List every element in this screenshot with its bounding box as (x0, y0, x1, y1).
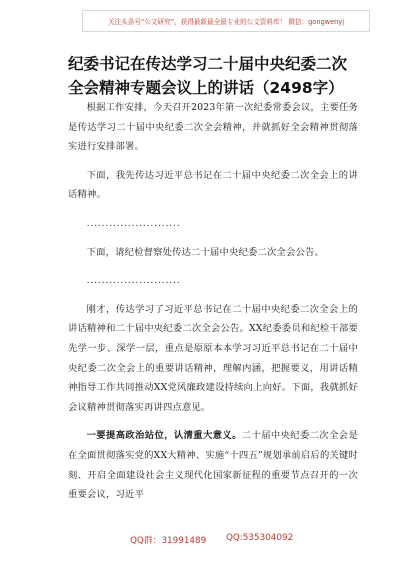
footer-qq-group: QQ群：31991489 (130, 536, 207, 546)
footer-qq-contact: QQ:535304092 (226, 533, 294, 543)
point-1-heading: 一要提高政治站位，认清重大意义。 (86, 430, 242, 442)
document-body (68, 98, 358, 505)
paragraph-convey-speech: 下面，我先传达习近平总书记在二十届中央纪委二次全会上的讲话精神。 (68, 169, 358, 201)
paragraph-convey-communique: 下面，请纪检督察处传达二十届中央纪委二次全会公告。 (86, 246, 325, 258)
document-title: 纪委书记在传达学习二十届中央纪委二次全会精神专题会议上的讲话（2498字） (68, 55, 348, 97)
header-banner-text: 关注头条号“公文研究”，获得最新最全最专业的公文资料库！ 微信：gongwenyj (107, 18, 345, 26)
point-1-body: 二十届中央纪委二次全会是在全面贯彻落实党的XX大精神、实施“十四五”规划承前启后的关键时刻、开启全面建设社会主义现代化国家新征程的重要节点召开的一次重要会议，习近平 (68, 430, 358, 501)
footer (0, 533, 408, 549)
paragraph-point-1 (68, 426, 358, 504)
paragraph-summary: 刚才，传达学习了习近平总书记在二十届中央纪委二次全会上的讲话精神和二十届中央纪委二次全会公告。XX纪委委员和纪检干部要先学一步、深学一层，重点是原原本本学习习近平总书记在二十届中央纪委二次全会上的重要讲话精神，理解内涵，把握要义，用讲话精神指导工作共同推动XX党风廉政建设持续向上向好。下面，我就抓好会议精神贯彻落实再讲四点意见。 (68, 303, 358, 413)
paragraph-intro: 根据工作安排，今天召开2023年第一次纪委常委会议，主要任务是传达学习二十届中央纪委二次全会精神，并就抓好全会精神贯彻落实进行安排部署。 (68, 102, 358, 153)
dots-separator: ......................... (86, 217, 181, 229)
header-banner (82, 10, 370, 32)
dots-separator: ......................... (86, 275, 181, 287)
